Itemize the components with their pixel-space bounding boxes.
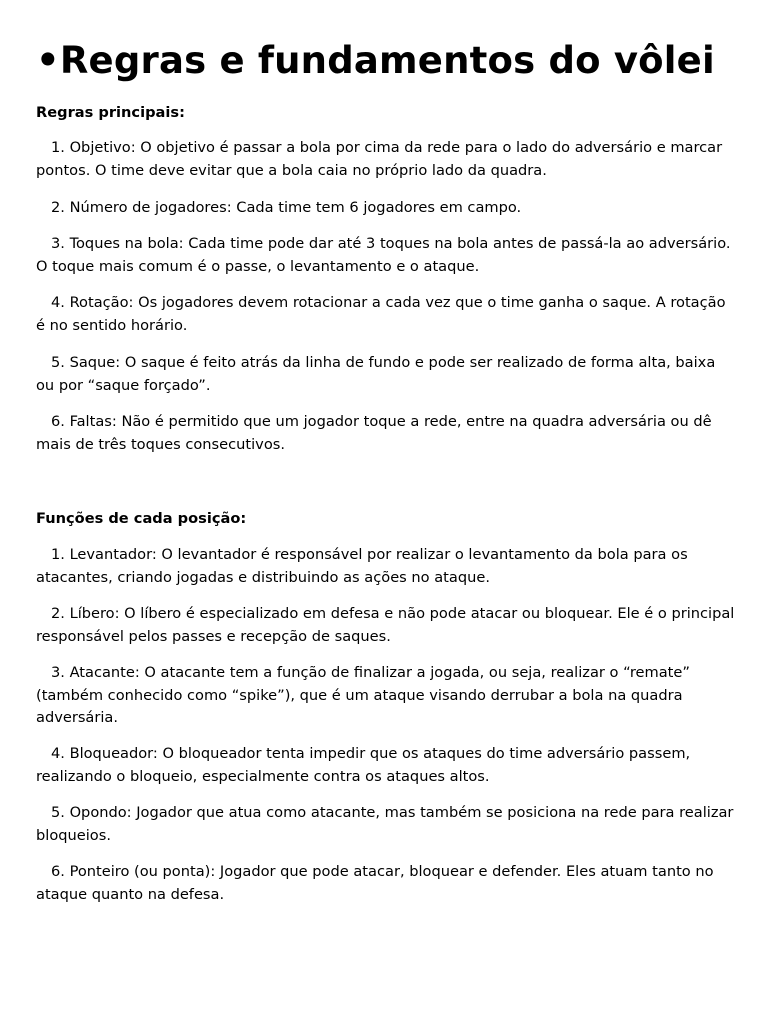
position-item-libero: 2. Líbero: O líbero é especializado em defesa e não pode atacar ou bloquear. Ele é o principal responsável pelos passes e recepção de saques.: [36, 605, 735, 645]
rule-item-faltas: 6. Faltas: Não é permitido que um jogador toque a rede, entre na quadra adversária ou dê mais de três toques consecutivos.: [36, 413, 712, 453]
rule-item-toques: 3. Toques na bola: Cada time pode dar até 3 toques na bola antes de passá-la ao adversário. O toque mais comum é o passe, o levantamento e o ataque.: [36, 235, 731, 275]
position-item-ponteiro: 6. Ponteiro (ou ponta): Jogador que pode atacar, bloquear e defender. Eles atuam tanto no ataque quanto na defesa.: [36, 863, 714, 903]
position-item-atacante: 3. Atacante: O atacante tem a função de finalizar a jogada, ou seja, realizar o “remate” (também conhecido como “spike”), que é um ataque visando derrubar a bola na quadra adversária.: [36, 664, 690, 726]
positions-heading: Funções de cada posição:: [36, 510, 247, 527]
rule-item-saque: 5. Saque: O saque é feito atrás da linha de fundo e pode ser realizado de forma alta, baixa ou por “saque forçado”.: [36, 354, 716, 394]
position-item-opondo: 5. Opondo: Jogador que atua como atacante, mas também se posiciona na rede para realizar bloqueios.: [36, 804, 734, 844]
page-title: •Regras e fundamentos do vôlei: [36, 39, 715, 82]
rule-item-jogadores: 2. Número de jogadores: Cada time tem 6 jogadores em campo.: [51, 199, 522, 216]
rule-item-objetivo: 1. Objetivo: O objetivo é passar a bola por cima da rede para o lado do adversário e marcar pontos. O time deve evitar que a bola caia no próprio lado da quadra.: [36, 139, 723, 179]
position-item-bloqueador: 4. Bloqueador: O bloqueador tenta impedir que os ataques do time adversário passem, realizando o bloqueio, especialmente contra os ataques altos.: [36, 745, 691, 785]
position-item-levantador: 1. Levantador: O levantador é responsável por realizar o levantamento da bola para os atacantes, criando jogadas e distribuindo as ações no ataque.: [36, 546, 688, 586]
rules-heading: Regras principais:: [36, 104, 185, 121]
rule-item-rotacao: 4. Rotação: Os jogadores devem rotacionar a cada vez que o time ganha o saque. A rotação é no sentido horário.: [36, 294, 726, 334]
